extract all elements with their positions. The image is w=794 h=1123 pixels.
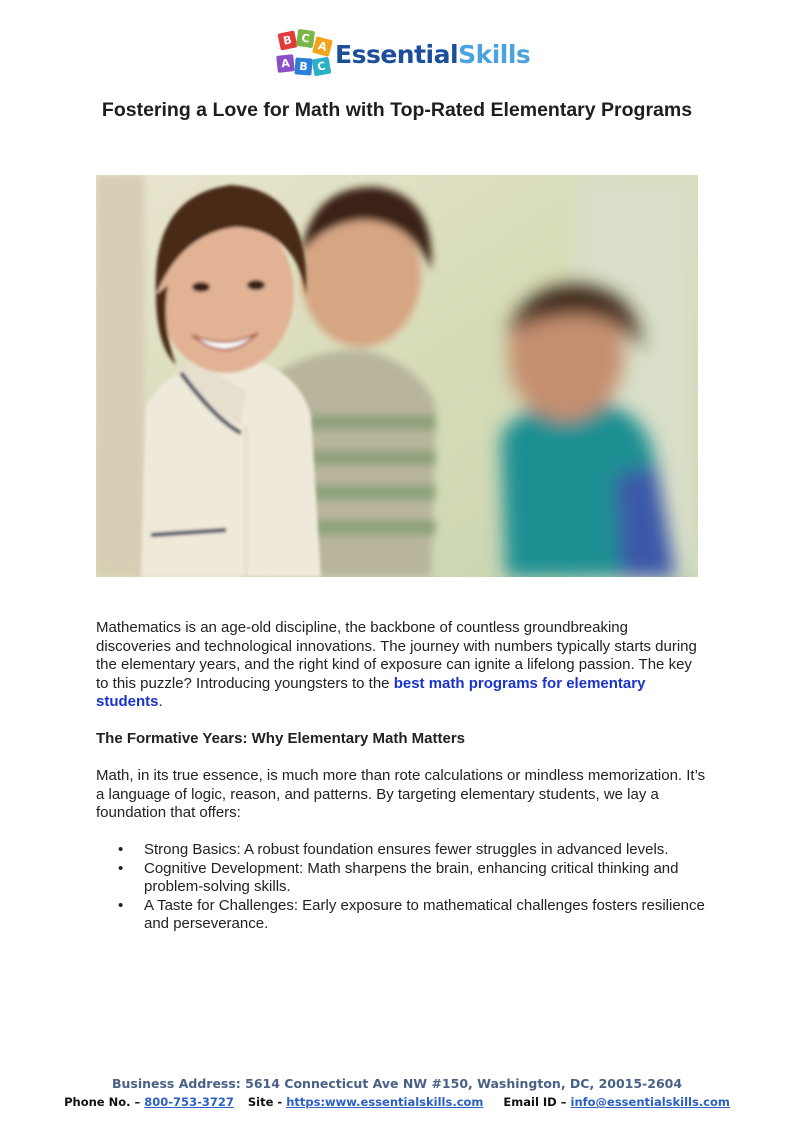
page-title: Fostering a Love for Math with Top-Rated Elementary Programs [101,99,693,121]
best-math-programs-link[interactable]: best math programs for elementary students [96,674,646,710]
phone-label: Phone No [64,1095,127,1109]
list-item: • Strong Basics: A robust foundation ensures fewer struggles in advanced levels. [96,841,706,860]
benefits-list [96,841,706,934]
logo-word-skills: Skills [458,39,531,69]
site-label: Site - [247,1095,287,1109]
children-photo [96,175,698,577]
logo-block: C [296,29,315,48]
logo-block: B [294,57,312,75]
intro-text: Mathematics is an age-old discipline, the backbone of countless groundbreaking discoveries and technological innovations. The journey with numbers typically starts during the elementary years, and the right kind of exposure can ignite a lifelong passion. The key to this puzzle? Introducing youngsters to the [96,619,697,692]
logo-blocks-icon [277,30,333,78]
section-heading: The Formative Years: Why Elementary Math Matters [96,730,466,747]
logo-block: A [276,54,295,73]
footer-address: Business Address: 5614 Connecticut Ave NW #150, Washington, DC, 20015-2604 [111,1076,683,1091]
intro-period: . [158,693,163,710]
logo-block: A [312,36,333,57]
logo-word-essential: Essential [335,39,459,69]
list-item: • Cognitive Development: Math sharpens the brain, enhancing critical thinking and problem-solving skills. [96,860,706,897]
phone-link[interactable]: 800-753-3727 [144,1095,234,1109]
logo-block: B [277,30,297,50]
section-paragraph: Math, in its true essence, is much more than rote calculations or mindless memorization. It’s a language of logic, reason, and patterns. By targeting elementary students, we lay a foundation that offers: [96,767,706,821]
logo-block: C [312,57,332,77]
phone-separator: . – [126,1095,145,1109]
email-label: Email ID – [503,1095,571,1109]
logo-wordmark [335,40,530,69]
logo [277,30,530,78]
site-link[interactable]: https:www.essentialskills.com [286,1095,484,1109]
footer-contact [0,1095,794,1109]
email-link[interactable]: info@essentialskills.com [570,1095,730,1109]
list-item: • A Taste for Challenges: Early exposure to mathematical challenges fosters resilience and perseverance. [96,897,706,934]
intro-paragraph [96,619,706,712]
